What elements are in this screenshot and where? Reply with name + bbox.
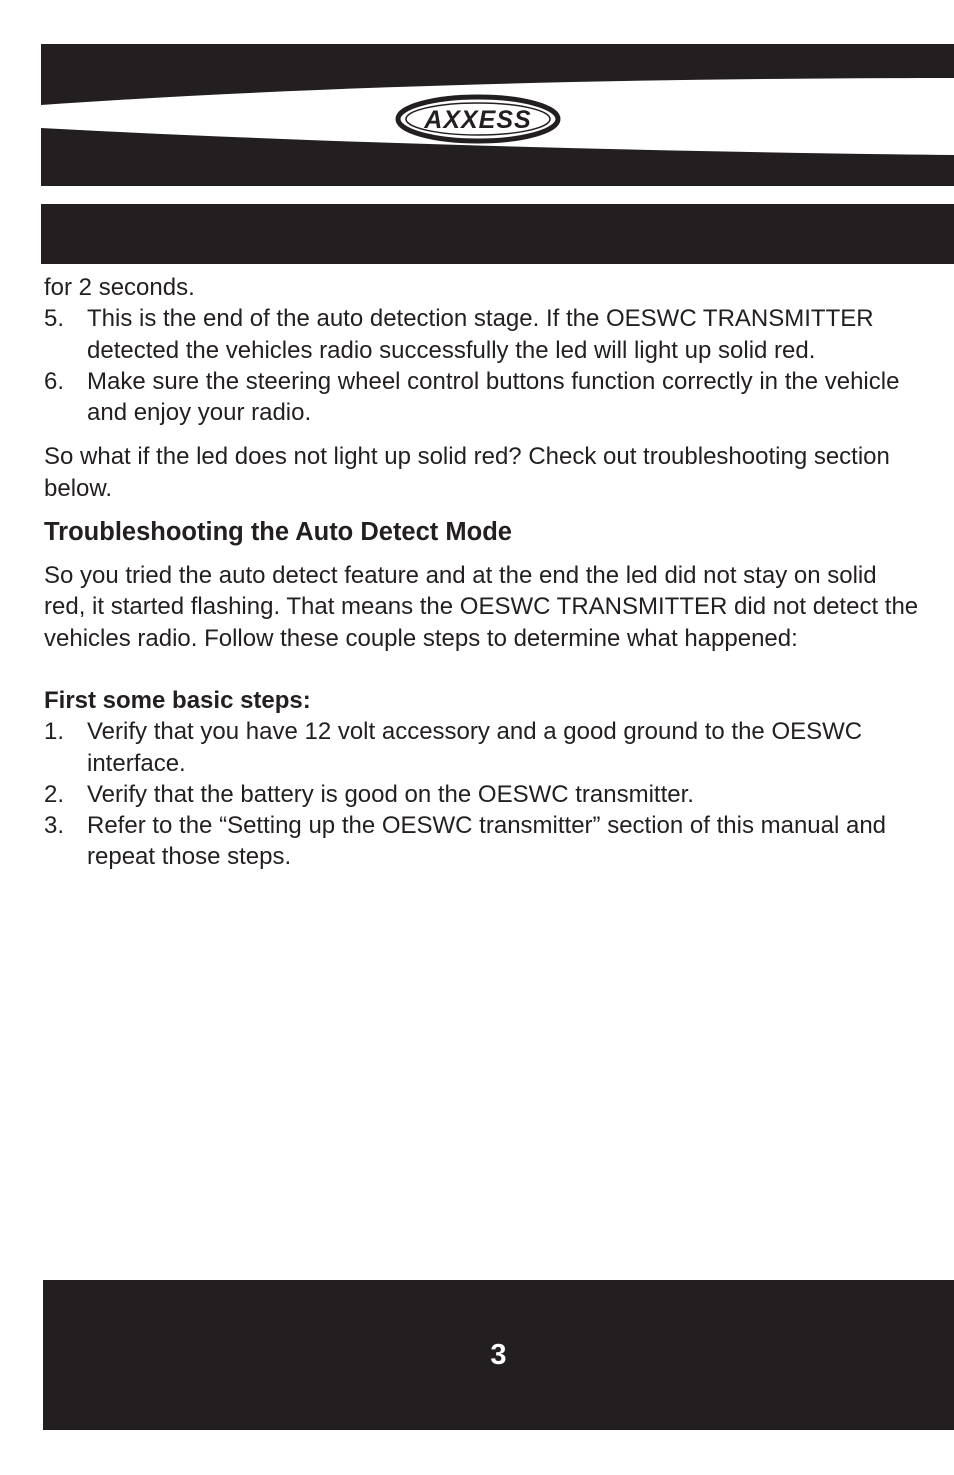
lead-continuation: for 2 seconds. <box>44 274 195 301</box>
list-item-text: Verify that you have 12 volt accessory and a good ground to the OESWC interface. <box>87 718 863 777</box>
question-paragraph: So what if the led does not light up solid red? Check out troubleshooting section below. <box>44 443 890 502</box>
list-item <box>44 366 924 429</box>
troubleshoot-paragraph: So you tried the auto detect feature and at the end the led did not stay on solid red, it started flashing. That means the OESWC TRANSMITTER did not detect the vehicles radio. Follow these couple steps to determine what happened: <box>44 562 919 652</box>
list-item <box>44 810 924 873</box>
list-item-number: 6. <box>44 367 65 395</box>
page-number: 3 <box>490 1339 507 1371</box>
steps-list-top <box>44 303 924 428</box>
section-heading: Troubleshooting the Auto Detect Mode <box>44 518 512 547</box>
page-content <box>44 272 924 873</box>
basic-steps-list <box>44 716 924 872</box>
section-title-bar <box>41 204 954 264</box>
list-item-text: Make sure the steering wheel control buttons function correctly in the vehicle and enjoy your radio. <box>87 367 900 427</box>
logo-text: AXXESS <box>424 106 532 134</box>
list-item <box>44 779 924 810</box>
list-item-number: 1. <box>44 718 65 746</box>
list-item <box>44 716 924 779</box>
axxess-logo <box>395 94 561 144</box>
list-item-text: Verify that the battery is good on the OESWC transmitter. <box>87 780 694 808</box>
list-item-number: 2. <box>44 780 65 808</box>
list-item <box>44 303 924 366</box>
list-item-number: 5. <box>44 305 65 333</box>
list-item-text: This is the end of the auto detection stage. If the OESWC TRANSMITTER detected the vehicles radio successfully the led will light up solid red. <box>87 305 874 364</box>
footer-bar <box>43 1280 954 1430</box>
basic-steps-heading: First some basic steps: <box>44 686 311 714</box>
list-item-text: Refer to the “Setting up the OESWC transmitter” section of this manual and repeat those steps. <box>87 812 887 871</box>
list-item-number: 3. <box>44 812 65 840</box>
